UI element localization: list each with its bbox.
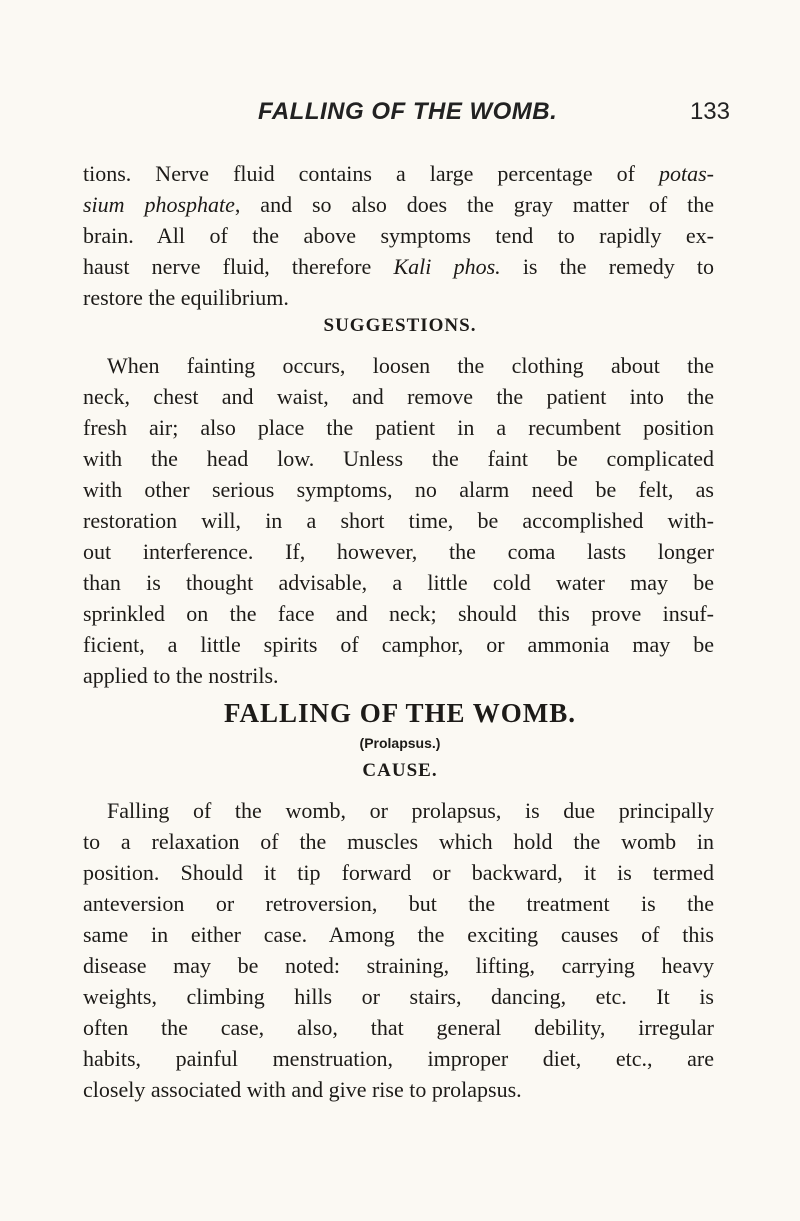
section-title: FALLING OF THE WOMB. <box>223 698 577 728</box>
text-line: weights, climbing hills or stairs, dancing, etc. It is <box>83 984 714 1009</box>
suggestions-heading: SUGGESTIONS. <box>323 315 477 336</box>
text-line: neck, chest and waist, and remove the patient into the <box>83 384 714 409</box>
paragraph-cause <box>83 795 714 1105</box>
text-line: restoration will, in a short time, be accomplished with- <box>83 508 714 533</box>
text-line: than is thought advisable, a little cold water may be <box>83 570 714 595</box>
text-line: with other serious symptoms, no alarm need be felt, as <box>83 477 714 502</box>
text-line: to a relaxation of the muscles which hold the womb in <box>83 829 714 854</box>
text-line: haust nerve fluid, therefore Kali phos. is the remedy to <box>83 254 715 279</box>
text-line: When fainting occurs, loosen the clothing about the <box>107 353 714 378</box>
section-subtitle: (Prolapsus.) <box>359 735 441 751</box>
text-line: tions. Nerve fluid contains a large percentage of potas- <box>83 161 714 186</box>
text-line: closely associated with and give rise to prolapsus. <box>83 1077 522 1102</box>
text-line: with the head low. Unless the faint be complicated <box>83 446 714 471</box>
italic-term: Kali phos. <box>393 254 501 279</box>
text-line: disease may be noted: straining, lifting, carrying heavy <box>83 953 714 978</box>
text-line: often the case, also, that general debility, irregular <box>83 1015 714 1040</box>
cause-heading: CAUSE. <box>362 760 438 781</box>
text-line: restore the equilibrium. <box>83 285 289 310</box>
text-line: same in either case. Among the exciting causes of this <box>83 922 714 947</box>
text-line: sium phosphate, and so also does the gray matter of the <box>83 192 714 217</box>
page-number: 133 <box>689 98 730 125</box>
text-line: position. Should it tip forward or backward, it is termed <box>83 860 714 885</box>
text-line: Falling of the womb, or prolapsus, is due principally <box>107 798 714 823</box>
paragraph-suggestions <box>83 350 714 691</box>
text-line: sprinkled on the face and neck; should this prove insuf- <box>83 601 714 626</box>
running-title: FALLING OF THE WOMB. <box>258 98 558 125</box>
italic-term: sium phosphate <box>83 192 235 217</box>
text-line: out interference. If, however, the coma lasts longer <box>83 539 714 564</box>
text-line: brain. All of the above symptoms tend to rapidly ex- <box>83 223 714 248</box>
text-line: habits, painful menstruation, improper diet, etc., are <box>83 1046 714 1071</box>
text-line: applied to the nostrils. <box>83 663 279 688</box>
running-head <box>0 98 800 138</box>
paragraph-continuation <box>83 158 714 313</box>
text-line: ficient, a little spirits of camphor, or ammonia may be <box>83 632 714 657</box>
text-line: anteversion or retroversion, but the treatment is the <box>83 891 714 916</box>
italic-term: potas- <box>659 161 714 186</box>
text-line: fresh air; also place the patient in a recumbent position <box>83 415 714 440</box>
